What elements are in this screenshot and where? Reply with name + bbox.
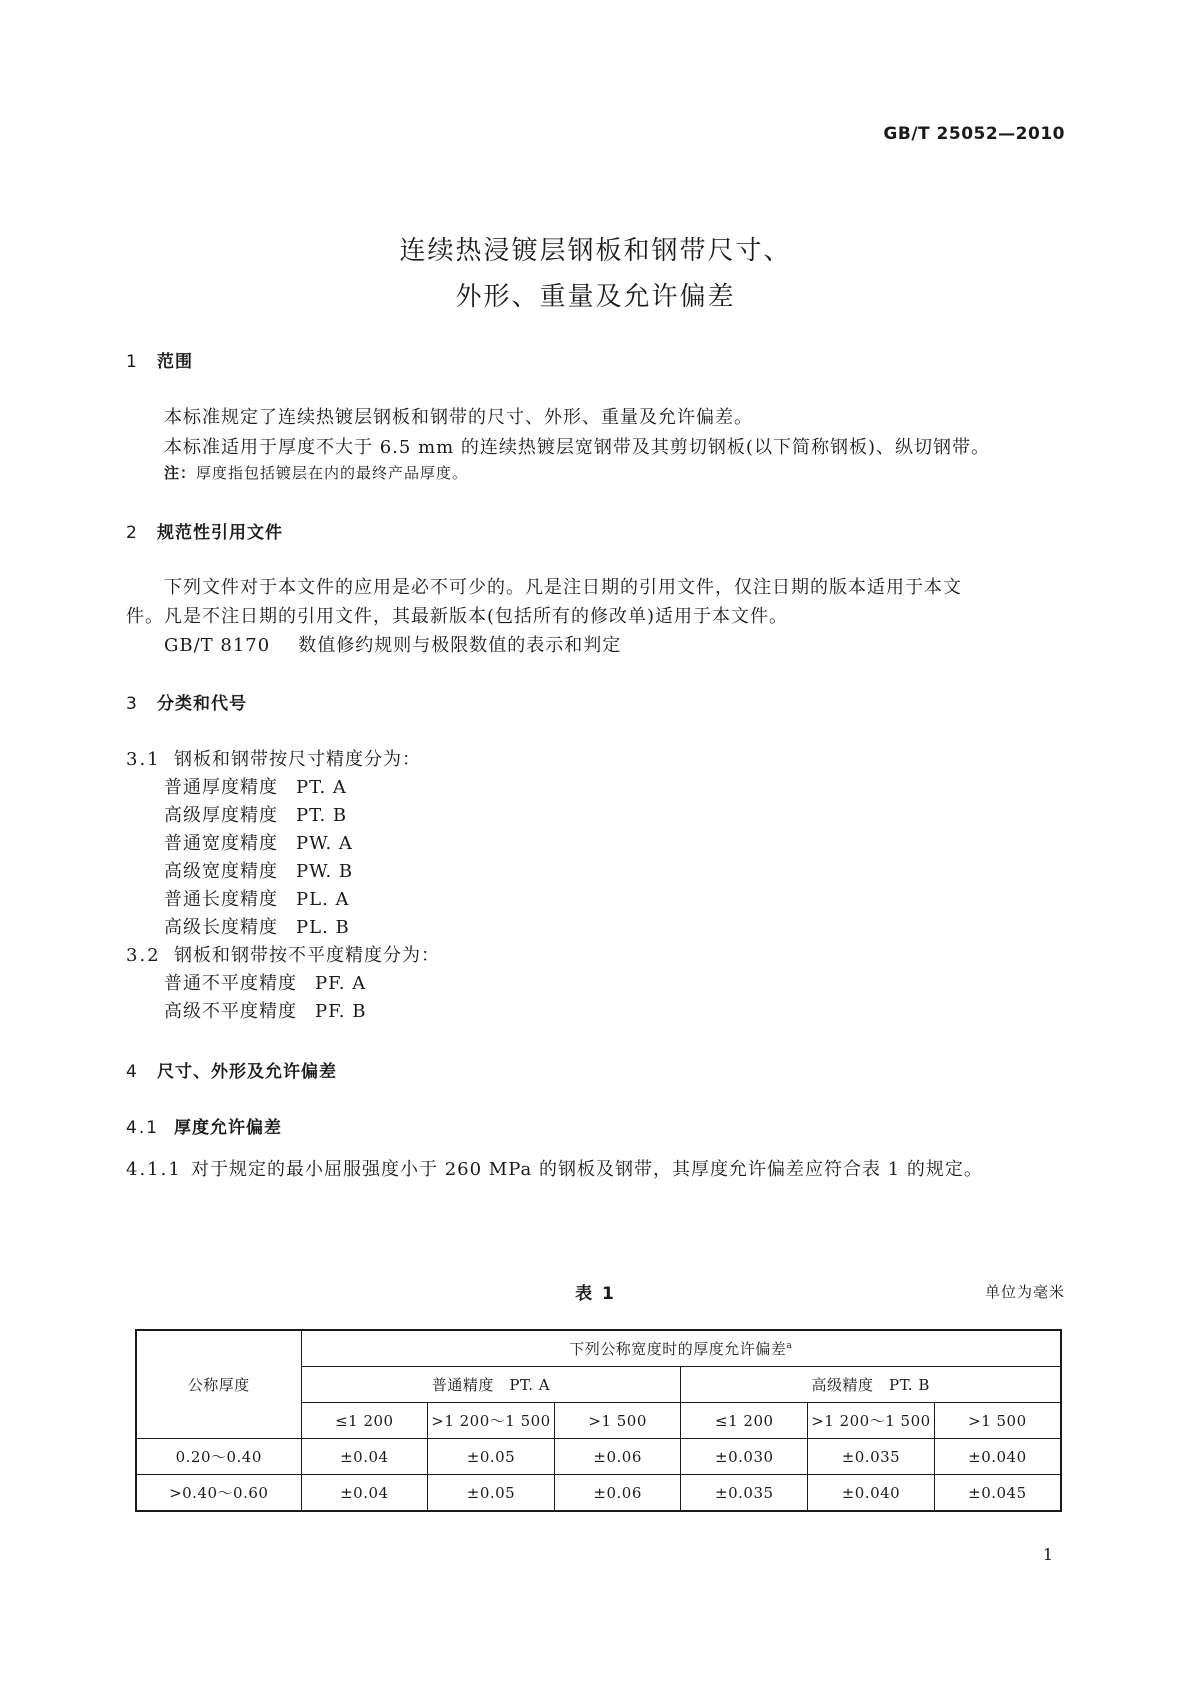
thickness-cell: 0.20～0.40 (136, 1439, 301, 1475)
section-title: 范围 (157, 352, 193, 372)
precision-code: PF. A (315, 973, 367, 994)
tolerance-cell: ±0.06 (554, 1475, 681, 1512)
clause-number: 3.2 (126, 945, 161, 966)
title-line-2: 外形、重量及允许偏差 (455, 282, 736, 312)
tolerance-cell: ±0.035 (681, 1475, 808, 1512)
section-1-para-1: 本标准规定了连续热镀层钢板和钢带的尺寸、外形、重量及允许偏差。 (164, 407, 753, 428)
precision-name: 普通长度精度 (164, 889, 278, 910)
section-1-note (164, 462, 468, 483)
section-title: 分类和代号 (157, 694, 247, 714)
section-title: 规范性引用文件 (157, 523, 283, 543)
section-2-para-line-1: 下列文件对于本文件的应用是必不可少的。凡是注日期的引用文件，仅注日期的版本适用于本文 (164, 577, 962, 598)
table-row (136, 1475, 1061, 1512)
subsection-4-1-heading (126, 1113, 282, 1138)
clause-number: 3.1 (126, 749, 161, 770)
clause-text: 钢板和钢带按不平度精度分为： (174, 945, 440, 966)
precision-code: PL. A (296, 889, 350, 910)
standard-code: GB/T 25052—2010 (883, 124, 1065, 144)
subsection-number: 4.1 (126, 1118, 160, 1138)
section-number: 2 (126, 523, 138, 543)
table-header-row (136, 1330, 1061, 1367)
precision-name: 高级长度精度 (164, 917, 278, 938)
nominal-thickness-header: 公称厚度 (136, 1330, 301, 1439)
precision-item (164, 773, 347, 799)
subsection-title: 厚度允许偏差 (174, 1118, 282, 1138)
section-number: 4 (126, 1062, 138, 1082)
clause-text: 对于规定的最小屈服强度小于 260 MPa 的钢板及钢带，其厚度允许偏差应符合表 1 的规定。 (191, 1159, 983, 1180)
tolerance-cell: ±0.030 (681, 1439, 808, 1475)
section-2-heading (126, 518, 283, 543)
clause-3-1 (126, 745, 421, 771)
table-row (136, 1439, 1061, 1475)
high-precision-header: 高级精度 PT. B (681, 1367, 1061, 1403)
section-1-para-2: 本标准适用于厚度不大于 6.5 mm 的连续热镀层宽钢带及其剪切钢板(以下简称钢板)、纵切钢带。 (164, 437, 990, 458)
normal-precision-header: 普通精度 PT. A (301, 1367, 681, 1403)
page-number: 1 (1042, 1545, 1053, 1564)
width-range-header: >1 200～1 500 (808, 1403, 935, 1439)
title-line-1: 连续热浸镀层钢板和钢带尺寸、 (399, 236, 792, 266)
width-range-header: ≤1 200 (301, 1403, 428, 1439)
tolerance-cell: ±0.040 (808, 1475, 935, 1512)
precision-code: PW. B (296, 861, 354, 882)
width-range-header: ≤1 200 (681, 1403, 808, 1439)
section-4-heading (126, 1057, 337, 1082)
tolerance-cell: ±0.035 (808, 1439, 935, 1475)
tolerance-cell: ±0.04 (301, 1475, 428, 1512)
precision-code: PW. A (296, 833, 353, 854)
clause-3-2 (126, 941, 440, 967)
precision-name: 高级厚度精度 (164, 805, 278, 826)
precision-item (164, 829, 353, 855)
section-title: 尺寸、外形及允许偏差 (157, 1062, 337, 1082)
thickness-tolerance-table (135, 1329, 1062, 1512)
precision-name: 普通不平度精度 (164, 973, 297, 994)
tolerance-cell: ±0.05 (428, 1475, 555, 1512)
table-caption: 表 1 (575, 1284, 616, 1304)
group-header-text: 下列公称宽度时的厚度允许偏差 (569, 1340, 787, 1358)
section-2-para-line-2: 件。凡是不注日期的引用文件，其最新版本(包括所有的修改单)适用于本文件。 (126, 606, 789, 627)
precision-name: 高级不平度精度 (164, 1001, 297, 1022)
flatness-item (164, 969, 366, 995)
width-range-header: >1 200～1 500 (428, 1403, 555, 1439)
precision-item (164, 857, 353, 883)
normative-reference (164, 631, 621, 657)
precision-item (164, 885, 350, 911)
width-group-header (301, 1330, 1061, 1367)
document-title (0, 228, 1191, 320)
reference-title: 数值修约规则与极限数值的表示和判定 (298, 635, 622, 656)
tolerance-cell: ±0.040 (934, 1439, 1061, 1475)
precision-name: 普通宽度精度 (164, 833, 278, 854)
section-number: 3 (126, 694, 138, 714)
flatness-item (164, 997, 366, 1023)
clause-number: 4.1.1 (126, 1159, 182, 1180)
thickness-cell: >0.40～0.60 (136, 1475, 301, 1512)
section-1-heading (126, 347, 193, 372)
precision-code: PF. B (315, 1001, 367, 1022)
tolerance-cell: ±0.04 (301, 1439, 428, 1475)
clause-4-1-1 (126, 1155, 983, 1181)
tolerance-cell: ±0.05 (428, 1439, 555, 1475)
reference-code: GB/T 8170 (164, 635, 271, 656)
precision-name: 普通厚度精度 (164, 777, 278, 798)
precision-item (164, 801, 347, 827)
precision-code: PT. B (296, 805, 348, 826)
width-range-header: >1 500 (934, 1403, 1061, 1439)
clause-text: 钢板和钢带按尺寸精度分为： (174, 749, 421, 770)
precision-item (164, 913, 350, 939)
table-unit: 单位为毫米 (984, 1283, 1065, 1301)
footnote-mark: a (786, 1341, 793, 1351)
tolerance-cell: ±0.045 (934, 1475, 1061, 1512)
note-label: 注： (164, 464, 197, 482)
precision-name: 高级宽度精度 (164, 861, 278, 882)
tolerance-cell: ±0.06 (554, 1439, 681, 1475)
precision-code: PL. B (296, 917, 350, 938)
section-3-heading (126, 689, 247, 714)
section-number: 1 (126, 352, 138, 372)
width-range-header: >1 500 (554, 1403, 681, 1439)
precision-code: PT. A (296, 777, 347, 798)
note-text: 厚度指包括镀层在内的最终产品厚度。 (196, 464, 469, 482)
